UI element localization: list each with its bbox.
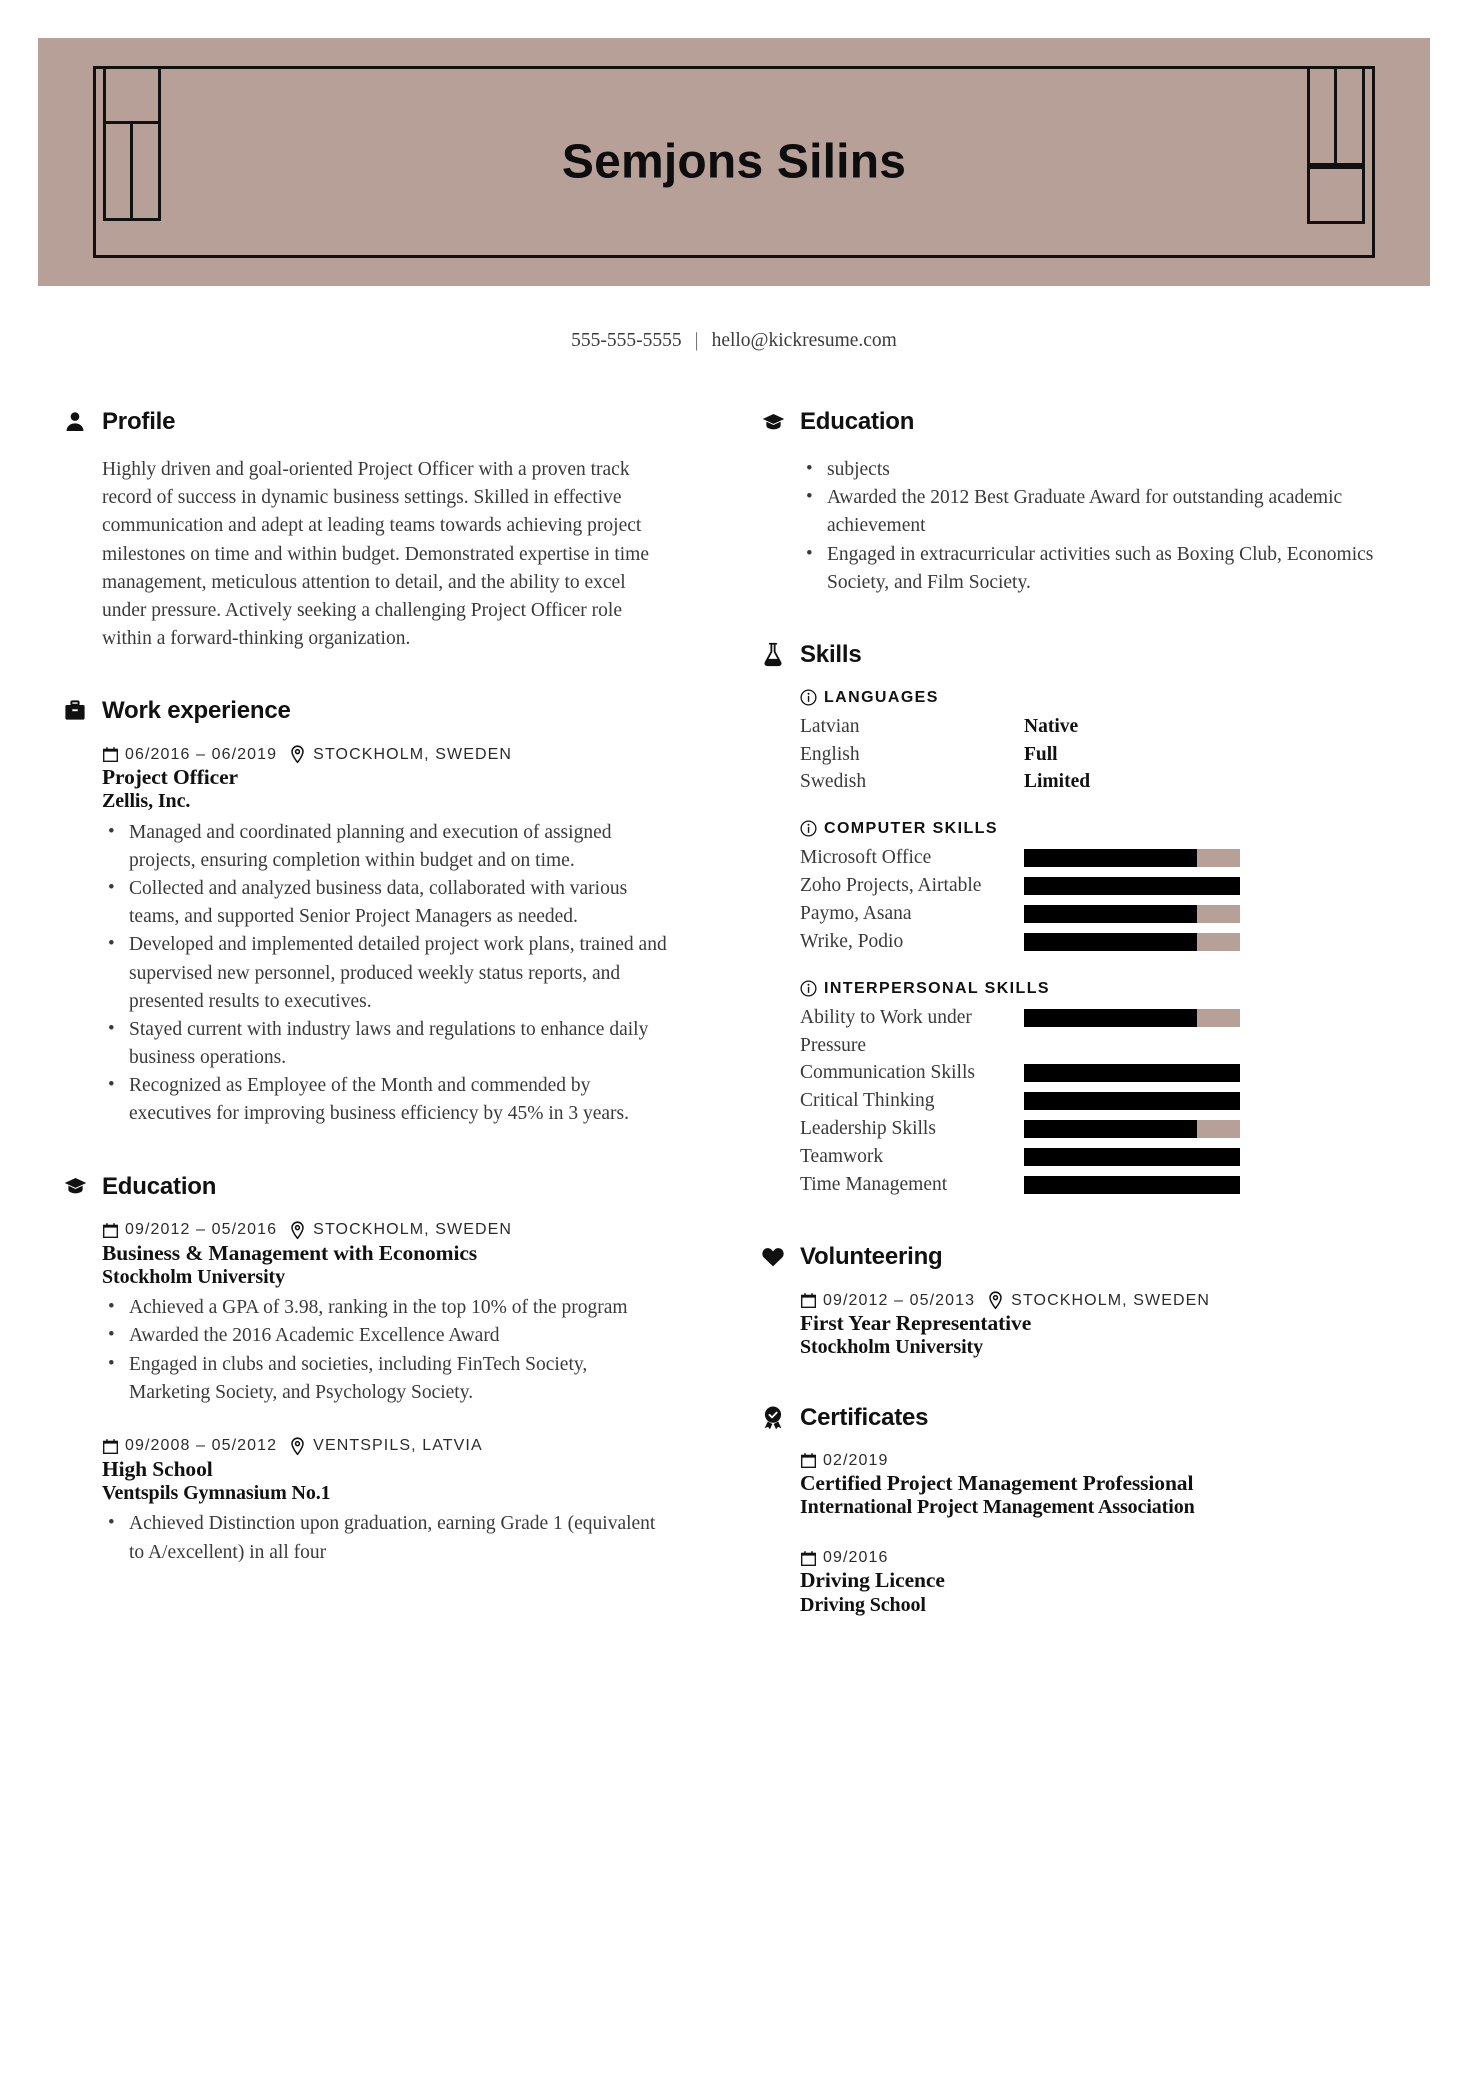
certificate-entry-date: 02/2019 — [823, 1451, 889, 1469]
skill-group-languages-label-row — [800, 689, 1412, 707]
phone-number: 555-555-5555 — [571, 330, 682, 351]
section-education-continued — [760, 408, 1412, 597]
skill-level-bar — [1024, 1148, 1240, 1166]
skill-level-fill — [1024, 933, 1197, 951]
list-item: • Achieved Distinction upon graduation, earning Grade 1 (equivalent to A/excellent) in all four — [102, 1510, 670, 1566]
email-address: hello@kickresume.com — [711, 330, 897, 351]
education-entry-bullets — [102, 1294, 670, 1407]
skill-level-bar — [1024, 1176, 1240, 1194]
certificate-entry-name: Certified Project Management Professional — [800, 1470, 1194, 1495]
list-item: • Stayed current with industry laws and regulations to enhance daily business operations. — [102, 1016, 670, 1072]
section-work-experience — [62, 697, 670, 1128]
certificate-entry — [800, 1549, 1412, 1617]
section-education — [62, 1173, 670, 1567]
right-column — [760, 408, 1412, 1617]
volunteering-entry-date: 09/2012 – 05/2013 — [823, 1291, 976, 1309]
education-continued-title: Education — [800, 408, 915, 435]
education-continued-heading — [760, 408, 1412, 436]
work-entry-bullets — [102, 819, 670, 1129]
skills-body — [760, 689, 1412, 1199]
certificate-entry — [800, 1452, 1412, 1520]
skill-name: Paymo, Asana — [800, 902, 912, 924]
skill-row — [800, 1115, 1412, 1143]
skill-level-bar — [1024, 1009, 1240, 1027]
left-column — [62, 408, 670, 1567]
skill-group-label: COMPUTER SKILLS — [824, 819, 998, 837]
contact-separator: | — [694, 330, 699, 351]
skill-level-bar — [1024, 1092, 1240, 1110]
header-banner — [38, 38, 1430, 286]
education-heading — [62, 1173, 670, 1201]
award-badge-icon — [760, 1405, 786, 1431]
certificate-entry-date: 09/2016 — [823, 1549, 889, 1567]
volunteering-entry-role: First Year Representative — [800, 1311, 1032, 1336]
skills-title: Skills — [800, 640, 862, 668]
skill-level-fill — [1024, 849, 1197, 867]
skill-row — [800, 900, 1412, 928]
calendar-icon — [800, 1452, 817, 1469]
language-name: Latvian — [800, 715, 860, 737]
skill-group-computer-skills — [800, 820, 1412, 956]
volunteering-title: Volunteering — [800, 1243, 943, 1271]
contact-info — [0, 330, 1468, 352]
language-level: Full — [1024, 743, 1058, 765]
skill-row — [800, 1171, 1412, 1199]
profile-body — [62, 456, 670, 653]
skill-name: Communication Skills — [800, 1062, 975, 1084]
graduation-cap-icon — [62, 1174, 88, 1200]
candidate-name: Semjons Silins — [561, 135, 907, 189]
skill-name: Critical Thinking — [800, 1090, 935, 1112]
calendar-icon — [800, 1292, 817, 1309]
skill-level-fill — [1024, 1092, 1240, 1110]
skills-heading — [760, 641, 1412, 669]
calendar-icon — [102, 1438, 119, 1455]
briefcase-icon — [62, 698, 88, 724]
work-entry-date: 06/2016 – 06/2019 — [125, 745, 278, 763]
list-item-continuation: • subjects — [800, 456, 1412, 484]
certificates-heading — [760, 1404, 1412, 1432]
info-circle-icon — [800, 689, 817, 706]
work-experience-body — [62, 745, 670, 1128]
skill-group-computer-label-row — [800, 820, 1412, 838]
section-certificates — [760, 1404, 1412, 1617]
skill-row — [800, 1143, 1412, 1171]
education-entry-date: 09/2008 – 05/2012 — [125, 1437, 278, 1455]
person-icon — [62, 409, 88, 435]
list-item: • Engaged in clubs and societies, including FinTech Society, Marketing Society, and Psychology Society. — [102, 1351, 670, 1407]
calendar-icon — [800, 1550, 817, 1567]
language-name: English — [800, 743, 860, 765]
certificate-entry-issuer: International Project Management Association — [800, 1495, 1195, 1518]
work-experience-title: Work experience — [102, 697, 291, 725]
skill-name: Zoho Projects, Airtable — [800, 874, 982, 896]
list-item: • Managed and coordinated planning and execution of assigned projects, ensuring completion within budget and on time. — [102, 819, 670, 875]
header-decorative-frame — [93, 66, 1375, 258]
education-entry-school: Stockholm University — [102, 1265, 286, 1288]
education-entry-meta — [102, 1221, 670, 1240]
skill-name: Ability to Work under Pressure — [800, 1006, 972, 1056]
education-continued-bullets — [800, 456, 1412, 597]
certificates-body — [760, 1452, 1412, 1617]
volunteering-entry-organization: Stockholm University — [800, 1336, 984, 1359]
skill-group-interpersonal-skills — [800, 980, 1412, 1199]
education-title: Education — [102, 1172, 217, 1200]
language-row — [800, 768, 1412, 796]
location-pin-icon — [289, 745, 306, 764]
skill-level-fill — [1024, 905, 1197, 923]
profile-heading — [62, 408, 670, 436]
skill-row — [800, 1059, 1412, 1087]
frame-ornament-left-top — [103, 66, 161, 124]
skill-row — [800, 844, 1412, 872]
work-entry-company: Zellis, Inc. — [102, 790, 191, 813]
skill-group-languages — [800, 689, 1412, 796]
education-entry-location: VENTSPILS, LATVIA — [313, 1437, 483, 1455]
heart-icon — [760, 1244, 786, 1270]
skill-name: Leadership Skills — [800, 1118, 936, 1140]
volunteering-entry-meta — [800, 1291, 1412, 1310]
skill-name: Time Management — [800, 1174, 948, 1196]
volunteering-body — [760, 1291, 1412, 1360]
skill-level-fill — [1024, 1064, 1240, 1082]
calendar-icon — [102, 1222, 119, 1239]
language-level: Limited — [1024, 771, 1091, 793]
flask-icon — [760, 642, 786, 668]
skill-group-label: INTERPERSONAL SKILLS — [824, 979, 1050, 997]
section-volunteering — [760, 1243, 1412, 1360]
location-pin-icon — [289, 1221, 306, 1240]
work-entry-role: Project Officer — [102, 765, 238, 790]
work-entry-location: STOCKHOLM, SWEDEN — [313, 745, 513, 763]
education-entry-program: High School — [102, 1456, 213, 1481]
skill-level-bar — [1024, 905, 1240, 923]
info-circle-icon — [800, 820, 817, 837]
skill-group-label: LANGUAGES — [824, 688, 939, 706]
skill-level-fill — [1024, 1120, 1197, 1138]
skill-group-interpersonal-label-row — [800, 980, 1412, 998]
language-row — [800, 741, 1412, 769]
education-entry-meta — [102, 1437, 670, 1456]
education-body — [62, 1221, 670, 1567]
skill-level-fill — [1024, 1148, 1240, 1166]
graduation-cap-icon — [760, 409, 786, 435]
location-pin-icon — [987, 1291, 1004, 1310]
list-item: • Recognized as Employee of the Month and commended by executives for improving business efficiency by 45% in 3 years. — [102, 1072, 670, 1128]
skill-level-fill — [1024, 877, 1240, 895]
skill-level-fill — [1024, 1009, 1197, 1027]
skill-row — [800, 1087, 1412, 1115]
volunteering-entry — [800, 1291, 1412, 1360]
list-item: • Collected and analyzed business data, collaborated with various teams, and supported Senior Project Managers as needed. — [102, 875, 670, 931]
education-entry-location: STOCKHOLM, SWEDEN — [313, 1221, 513, 1239]
skill-row — [800, 872, 1412, 900]
list-item: • Awarded the 2012 Best Graduate Award for outstanding academic achievement — [800, 484, 1412, 540]
work-experience-heading — [62, 697, 670, 725]
skill-level-bar — [1024, 849, 1240, 867]
language-level: Native — [1024, 715, 1079, 737]
skill-level-fill — [1024, 1176, 1240, 1194]
education-entry — [102, 1437, 670, 1567]
list-item: • Achieved a GPA of 3.98, ranking in the top 10% of the program — [102, 1294, 670, 1322]
location-pin-icon — [289, 1437, 306, 1456]
skill-name: Teamwork — [800, 1146, 884, 1168]
language-name: Swedish — [800, 771, 867, 793]
certificate-entry-issuer: Driving School — [800, 1593, 926, 1616]
skill-level-bar — [1024, 1064, 1240, 1082]
work-entry-meta — [102, 745, 670, 764]
language-row — [800, 713, 1412, 741]
section-skills — [760, 641, 1412, 1199]
profile-title: Profile — [102, 408, 176, 435]
calendar-icon — [102, 746, 119, 763]
skill-name: Wrike, Podio — [800, 930, 904, 952]
info-circle-icon — [800, 980, 817, 997]
skill-row — [800, 928, 1412, 956]
certificate-entry-meta — [800, 1452, 1412, 1470]
skill-level-bar — [1024, 1120, 1240, 1138]
skill-row — [800, 1004, 1412, 1059]
work-entry — [102, 745, 670, 1128]
skill-level-bar — [1024, 877, 1240, 895]
certificate-entry-meta — [800, 1549, 1412, 1567]
certificate-entry-name: Driving Licence — [800, 1568, 945, 1593]
skill-level-bar — [1024, 933, 1240, 951]
list-item: • Engaged in extracurricular activities such as Boxing Club, Economics Society, and Film Society. — [800, 541, 1412, 597]
education-continued-body — [760, 456, 1412, 597]
skill-name: Microsoft Office — [800, 846, 932, 868]
education-entry-bullets — [102, 1510, 670, 1566]
education-entry-date: 09/2012 – 05/2016 — [125, 1221, 278, 1239]
list-item: • Awarded the 2016 Academic Excellence Award — [102, 1322, 670, 1350]
volunteering-heading — [760, 1243, 1412, 1271]
list-item: • Developed and implemented detailed project work plans, trained and supervised new personnel, produced weekly status reports, and presented results to executives. — [102, 931, 670, 1016]
profile-text: Highly driven and goal-oriented Project Officer with a proven track record of success in dynamic business settings. Skilled in effective communication and adept at leading teams towards achieving project milestones on time and within budget. Demonstrated expertise in time management, meticulous attention to detail, and the ability to excel under pressure. Actively seeking a challenging Project Officer role within a forward-thinking organization. — [102, 459, 649, 650]
education-entry — [102, 1221, 670, 1407]
education-entry-school: Ventspils Gymnasium No.1 — [102, 1481, 331, 1504]
certificates-title: Certificates — [800, 1403, 929, 1431]
education-entry-program: Business & Management with Economics — [102, 1240, 478, 1265]
section-profile — [62, 408, 670, 653]
volunteering-entry-location: STOCKHOLM, SWEDEN — [1011, 1291, 1211, 1309]
